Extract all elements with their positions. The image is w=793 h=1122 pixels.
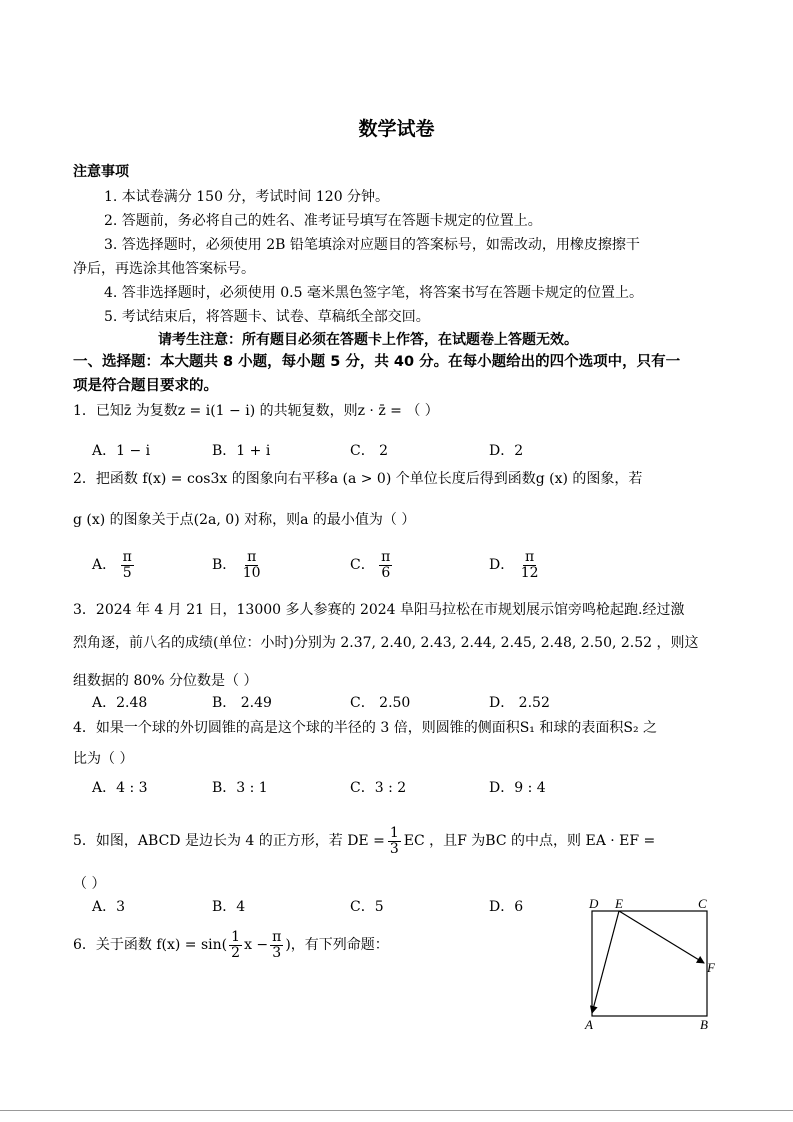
page-title: 数学试卷 bbox=[358, 118, 435, 140]
label-d: D bbox=[589, 896, 599, 911]
fraction-den: 10 bbox=[242, 564, 261, 581]
label-a: A bbox=[585, 1017, 593, 1032]
notice-item-3: 3. 答选择题时，必须使用 2B 铅笔填涂对应题目的答案标号，如需改动，用橡皮擦擦干 bbox=[104, 237, 640, 253]
q1-option-c: C． 2 bbox=[350, 443, 389, 459]
fraction-num: π bbox=[122, 549, 132, 565]
question-5 bbox=[73, 826, 655, 856]
q2-option-d bbox=[489, 550, 541, 580]
q5-fraction bbox=[388, 826, 401, 856]
q4-option-b: B．3 : 1 bbox=[212, 780, 268, 796]
q1-option-a: A．1 − i bbox=[92, 443, 151, 459]
q6-fraction-1 bbox=[229, 930, 242, 960]
label-b: B bbox=[700, 1017, 708, 1032]
q3-option-c: C． 2.50 bbox=[350, 695, 411, 711]
question-5-cont: （ ） bbox=[73, 876, 106, 892]
fraction-num: π bbox=[247, 549, 257, 565]
question-2-cont: g (x) 的图象关于点(2a, 0) 对称，则a 的最小值为（ ） bbox=[73, 512, 416, 528]
vector-ea bbox=[592, 911, 619, 1013]
fraction-den: 2 bbox=[231, 944, 241, 961]
fraction-den: 5 bbox=[122, 564, 132, 581]
footer-divider bbox=[0, 1110, 793, 1111]
question-1: 1．已知z̄ 为复数z = i(1 − i) 的共轭复数，则z · z̄ = （ ） bbox=[73, 403, 439, 419]
question-5-post: EC ，且F 为BC 的中点，则 EA · EF = bbox=[403, 833, 656, 850]
label-c: C bbox=[698, 896, 707, 911]
q5-option-c: C．5 bbox=[350, 899, 384, 915]
question-3-cont: 烈角逐，前八名的成绩(单位：小时)分别为 2.37, 2.40, 2.43, 2.44, 2.45, 2.48, 2.50, 2.52 ，则这 bbox=[73, 635, 699, 651]
q5-option-b: B．4 bbox=[212, 899, 246, 915]
section1-heading: 一、选择题：本大题共 8 小题，每小题 5 分，共 40 分。在每小题给出的四个选项中，只有一 bbox=[73, 354, 681, 370]
notice-item-1: 1. 本试卷满分 150 分，考试时间 120 分钟。 bbox=[104, 189, 390, 205]
label-f: F bbox=[707, 960, 715, 975]
q2-option-a bbox=[92, 550, 134, 580]
q4-option-c: C．3 : 2 bbox=[350, 780, 407, 796]
q4-option-d: D．9 : 4 bbox=[489, 780, 546, 796]
q1-option-b: B．1 + i bbox=[212, 443, 271, 459]
q2-option-c bbox=[350, 550, 392, 580]
question-4-cont: 比为（ ） bbox=[73, 751, 134, 767]
question-2: 2．把函数 f(x) = cos3x 的图象向右平移a (a > 0) 个单位长度后得到函数g (x) 的图象，若 bbox=[73, 471, 643, 487]
notice-item-3-cont: 净后，再选涂其他答案标号。 bbox=[73, 261, 255, 277]
fraction-num: 1 bbox=[231, 929, 241, 945]
notice-item-2: 2. 答题前，务必将自己的姓名、准考证号填写在答题卡规定的位置上。 bbox=[104, 213, 542, 229]
fraction-num: 1 bbox=[389, 825, 399, 841]
square-figure bbox=[580, 895, 730, 1035]
notice-heading: 注意事项 bbox=[73, 164, 129, 180]
q2-option-b-fraction bbox=[241, 550, 263, 580]
fraction-den: 3 bbox=[272, 944, 282, 961]
q2-option-c-label: C． bbox=[350, 557, 375, 574]
question-5-pre: 5．如图，ABCD 是边长为 4 的正方形，若 DE = bbox=[73, 833, 385, 850]
notice-warning: 请考生注意：所有题目必须在答题卡上作答，在试题卷上答题无效。 bbox=[158, 332, 578, 348]
fraction-num: π bbox=[381, 549, 391, 565]
q4-option-a: A．4 : 3 bbox=[92, 780, 148, 796]
q2-option-a-fraction bbox=[121, 550, 134, 580]
q1-option-d: D．2 bbox=[489, 443, 524, 459]
q2-option-d-label: D． bbox=[489, 557, 515, 574]
question-6-mid: x − bbox=[244, 937, 269, 954]
question-6 bbox=[73, 930, 389, 960]
q6-fraction-2 bbox=[270, 930, 283, 960]
question-3-cont-2: 组数据的 80% 分位数是（ ） bbox=[73, 673, 258, 689]
q3-option-b: B． 2.49 bbox=[212, 695, 272, 711]
section1-heading-cont: 项是符合题目要求的。 bbox=[73, 378, 218, 394]
label-e: E bbox=[615, 896, 623, 911]
vector-ef bbox=[619, 911, 704, 963]
fraction-den: 12 bbox=[520, 564, 539, 581]
q3-option-a: A．2.48 bbox=[92, 695, 148, 711]
q2-option-a-label: A． bbox=[92, 557, 117, 574]
question-3: 3．2024 年 4 月 21 日，13000 多人参赛的 2024 阜阳马拉松在市规划展示馆旁鸣枪起跑.经过激 bbox=[73, 602, 685, 618]
fraction-num: π bbox=[272, 929, 282, 945]
question-6-post: )，有下列命题： bbox=[285, 937, 389, 954]
q5-option-a: A．3 bbox=[92, 899, 126, 915]
q2-option-b bbox=[212, 550, 263, 580]
q2-option-c-fraction bbox=[379, 550, 392, 580]
fraction-den: 3 bbox=[389, 840, 399, 857]
question-6-pre: 6．关于函数 f(x) = sin( bbox=[73, 937, 228, 954]
question-4: 4．如果一个球的外切圆锥的高是这个球的半径的 3 倍，则圆锥的侧面积S₁ 和球的表面积S₂ 之 bbox=[73, 720, 658, 736]
q5-option-d: D．6 bbox=[489, 899, 524, 915]
square-abcd bbox=[592, 911, 707, 1016]
q2-option-d-fraction bbox=[519, 550, 541, 580]
q2-option-b-label: B． bbox=[212, 557, 237, 574]
fraction-num: π bbox=[525, 549, 535, 565]
q3-option-d: D． 2.52 bbox=[489, 695, 550, 711]
notice-item-5: 5. 考试结束后，将答题卡、试卷、草稿纸全部交回。 bbox=[104, 309, 430, 325]
fraction-den: 6 bbox=[381, 564, 391, 581]
notice-item-4: 4. 答非选择题时，必须使用 0.5 毫米黑色签字笔，将答案书写在答题卡规定的位置上。 bbox=[104, 285, 643, 301]
